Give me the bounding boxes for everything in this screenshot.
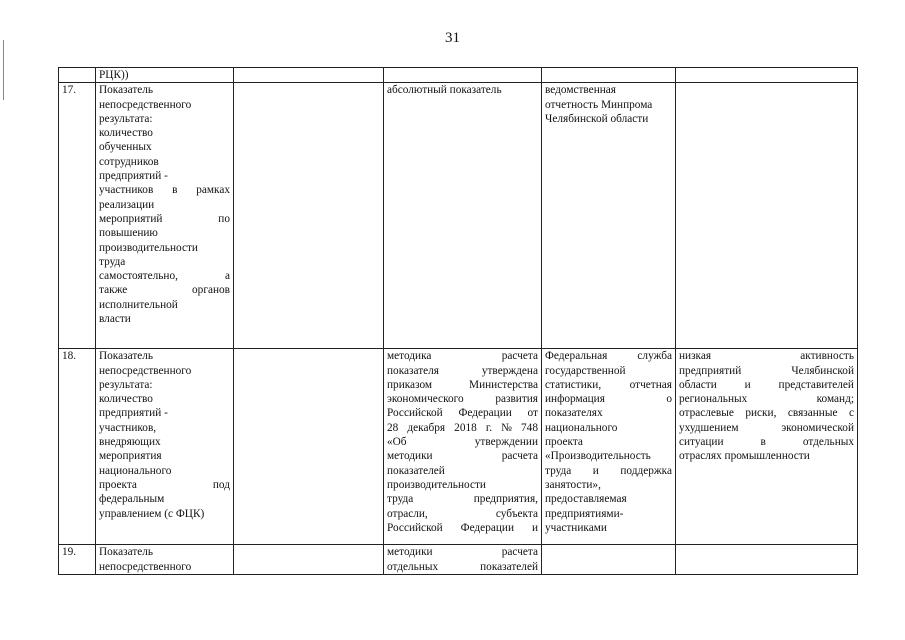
cell-line: показателях [545,407,603,420]
cell-line: федеральным [99,493,165,506]
cell-line: «Об утверждении [387,436,538,449]
cell-line: Показатель [99,350,154,363]
cell-line: показателей [387,464,445,477]
cell-line: мероприятий по [99,212,230,225]
cell-line: участников, [99,421,157,434]
cell-line: отдельных показателей [387,560,538,573]
cell-line: управлением (с ФЦК) [99,507,205,520]
cell-line: самостоятельно, а [99,270,230,283]
table-row [59,349,858,545]
cell-line: Российской Федерации от [387,407,538,420]
cell-line: 28 декабря 2018 г. № 748 [387,421,538,434]
cell-line: проекта [545,436,583,449]
cell-line: обученных [99,141,152,154]
cell-line: «Производительность [545,450,651,463]
cell-line: Российской Федерации и [387,521,538,534]
calculation-method [384,68,542,83]
cell-line: показателя утверждена [387,364,538,377]
cell-line: методика расчета [387,350,538,363]
cell-line: Челябинской области [545,112,649,125]
empty-cell [234,68,384,83]
table-row [59,545,858,575]
cell-line: непосредственного [99,560,192,573]
cell-line: исполнительной [99,298,178,311]
cell-line: занятости», [545,478,601,491]
page-number: 31 [445,30,460,46]
cell-line: Показатель [99,546,154,559]
risk-factors [676,349,858,545]
indicator-name [96,545,234,575]
cell-line: количество [99,127,153,140]
cell-line: труда предприятия, [387,493,538,506]
indicator-name [96,68,234,83]
table-row [59,83,858,349]
table-row [59,68,858,83]
indicator-name [96,83,234,349]
cell-line: ситуации в отдельных [679,436,854,449]
row-number: 18. [59,349,96,545]
cell-line: отрасли, субъекта [387,507,538,520]
cell-line: проекта под [99,478,230,491]
empty-cell [234,545,384,575]
calculation-method [384,83,542,349]
page-edge-mark [3,40,4,100]
cell-line: предприятий - [99,170,168,183]
cell-line: результата: [99,112,153,125]
indicators-table [58,67,858,575]
cell-line: национального [545,421,618,434]
cell-line: национального [99,464,172,477]
cell-line: Федеральная служба [545,350,672,363]
cell-line: области и представителей [679,378,854,391]
cell-line: статистики, отчетная [545,378,672,391]
cell-line: сотрудников [99,155,159,168]
cell-line: непосредственного [99,364,192,377]
calculation-method [384,545,542,575]
cell-line: низкая активность [679,350,854,363]
cell-line: РЦК)) [99,69,129,81]
cell-line: государственной [545,364,626,377]
cell-line: экономического развития [387,393,538,406]
data-source [542,68,676,83]
cell-line: ухудшением экономической [679,421,854,434]
cell-line: участников в рамках [99,184,230,197]
cell-line: повышению [99,227,158,240]
risk-factors [676,83,858,349]
cell-line: предприятий Челябинской [679,364,854,377]
row-number: 17. [59,83,96,349]
cell-line: внедряющих [99,436,161,449]
cell-line: ведомственная [545,84,616,97]
cell-line: предоставляемая [545,493,627,506]
indicator-name [96,349,234,545]
row-number: 19. [59,545,96,575]
cell-line: власти [99,313,131,326]
calculation-method [384,349,542,545]
cell-line: реализации [99,198,155,211]
data-source [542,349,676,545]
row-number [59,68,96,83]
cell-line: абсолютный показатель [387,84,502,97]
cell-line: производительности [99,241,198,254]
data-source [542,83,676,349]
data-source [542,545,676,575]
cell-line: труда и поддержка [545,464,672,477]
cell-line: предприятий - [99,407,168,420]
cell-line: результата: [99,378,153,391]
cell-line: труда [99,255,126,268]
cell-line: участниками [545,521,607,534]
cell-line: непосредственного [99,98,192,111]
cell-line: методики расчета [387,546,538,559]
cell-line: отраслях промышленности [679,450,810,463]
cell-line: методики расчета [387,450,538,463]
empty-cell [234,349,384,545]
cell-line: приказом Министерства [387,378,538,391]
cell-line: производительности [387,478,486,491]
cell-line: отчетность Минпрома [545,98,653,111]
cell-line: количество [99,393,153,406]
risk-factors [676,545,858,575]
risk-factors [676,68,858,83]
cell-line: региональных команд; [679,393,854,406]
cell-line: мероприятия [99,450,162,463]
empty-cell [234,83,384,349]
cell-line: предприятиями- [545,507,624,520]
cell-line: также органов [99,284,230,297]
cell-line: отраслевые риски, связанные с [679,407,854,420]
cell-line: Показатель [99,84,154,97]
cell-line: информация о [545,393,672,406]
